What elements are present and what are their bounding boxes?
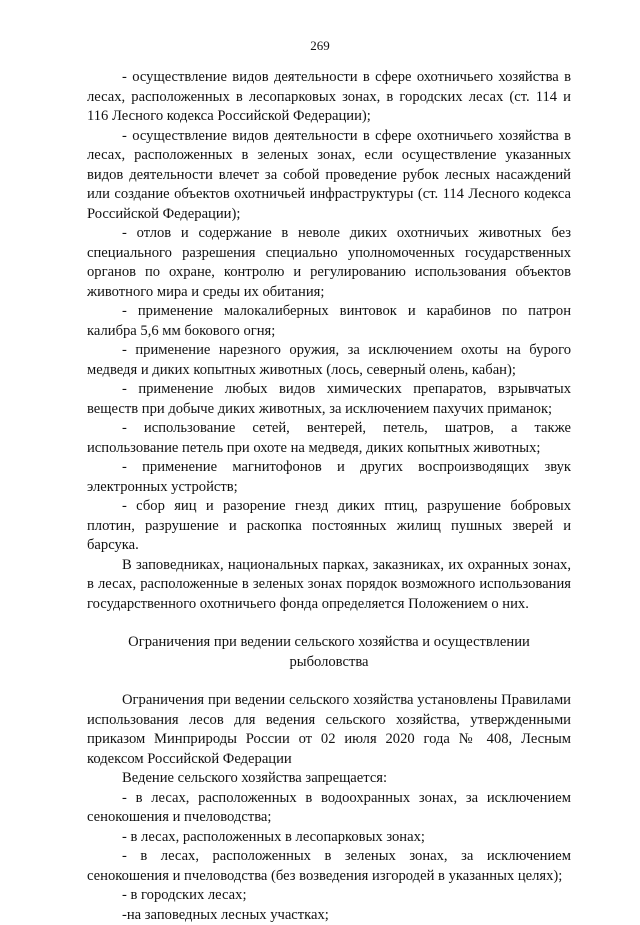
paragraph: - осуществление видов деятельности в сфере охотничьего хозяйства в лесах, расположенных в зеленых зонах, если осуществление указанных видов деятельности влечет за собой проведение рубок лесных насаждений или создание объектов охотничьей инфраструктуры (ст. 114 Лесного кодекса Российской Федерации); — [87, 127, 571, 225]
page-number: 269 — [0, 38, 640, 54]
paragraph: - применение магнитофонов и других воспроизводящих звук электронных устройств; — [87, 458, 571, 497]
paragraph: - осуществление видов деятельности в сфере охотничьего хозяйства в лесах, расположенных в лесопарковых зонах, в городских лесах (ст. 114 и 116 Лесного кодекса Российской Федерации); — [87, 68, 571, 127]
paragraph: - применение нарезного оружия, за исключением охоты на бурого медведя и диких копытных животных (лось, северный олень, кабан); — [87, 341, 571, 380]
paragraph: - применение любых видов химических препаратов, взрывчатых веществ при добыче диких животных, за исключением пахучих приманок; — [87, 380, 571, 419]
paragraph: В заповедниках, национальных парках, заказниках, их охранных зонах, в лесах, расположенные в зеленых зонах порядок возможного использования государственного охотничьего фонда определяется Положением о них. — [87, 556, 571, 615]
paragraph: - применение малокалиберных винтовок и карабинов по патрон калибра 5,6 мм бокового огня; — [87, 302, 571, 341]
paragraph: Ведение сельского хозяйства запрещается: — [87, 769, 571, 789]
paragraph: - отлов и содержание в неволе диких охотничьих животных без специального разрешения специально уполномоченных государственных органов по охране, контролю и регулированию использования объектов животного мира и среды их обитания; — [87, 224, 571, 302]
spacer — [87, 672, 571, 691]
paragraph: Ограничения при ведении сельского хозяйства установлены Правилами использования лесов для ведения сельского хозяйства, утвержденными приказом Минприроды России от 02 июля 2020 года № 408, Лесным кодексом Российской Федерации — [87, 691, 571, 769]
list-item: - в лесах, расположенных в водоохранных зонах, за исключением сенокошения и пчеловодства; — [87, 789, 571, 828]
document-body — [87, 68, 571, 925]
list-item: - в лесах, расположенных в зеленых зонах, за исключением сенокошения и пчеловодства (без возведения изгородей в указанных целях); — [87, 847, 571, 886]
section-heading: Ограничения при ведении сельского хозяйства и осуществлении рыболовства — [87, 633, 571, 672]
list-item: - в городских лесах; — [87, 886, 571, 906]
list-item: -на заповедных лесных участках; — [87, 906, 571, 925]
paragraph: - использование сетей, вентерей, петель, шатров, а также использование петель при охоте на медведя, диких копытных животных; — [87, 419, 571, 458]
list-item: - в лесах, расположенных в лесопарковых зонах; — [87, 828, 571, 848]
paragraph: - сбор яиц и разорение гнезд диких птиц, разрушение бобровых плотин, разрушение и раскопка постоянных жилищ пушных зверей и барсука. — [87, 497, 571, 556]
